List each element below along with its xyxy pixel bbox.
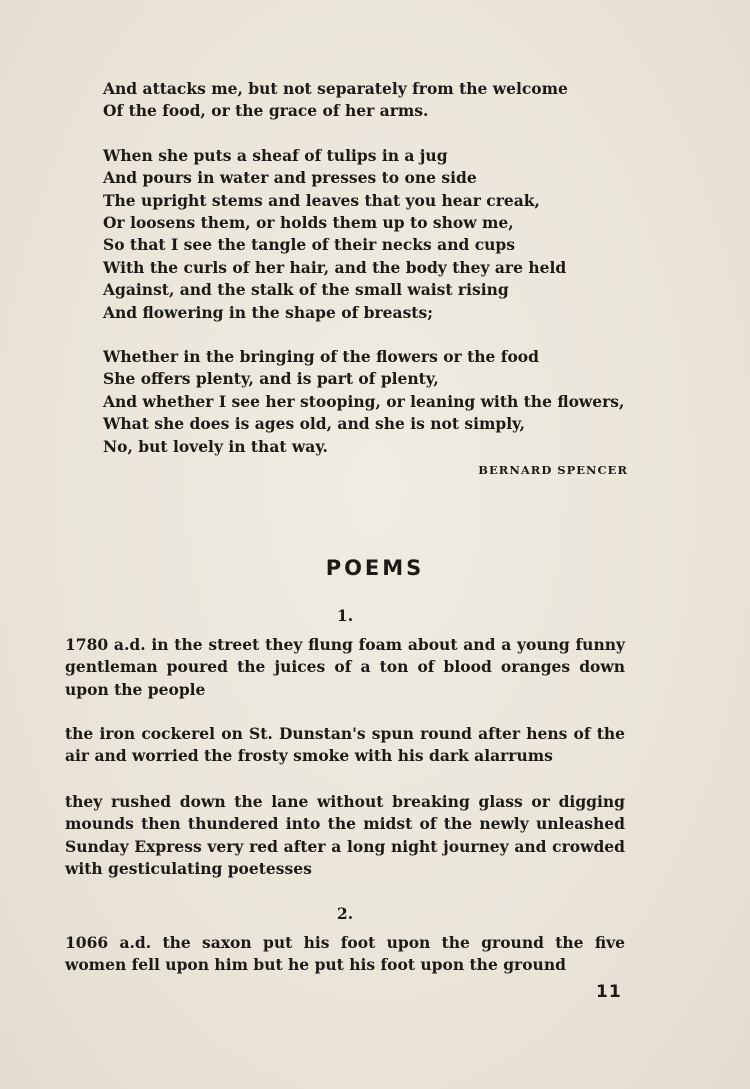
stanza xyxy=(103,145,663,324)
poem-continued xyxy=(103,78,663,480)
poem-line: And flowering in the shape of breasts; xyxy=(103,302,433,322)
prose-poem-paragraph: 1780 a.d. in the street they flung foam about and a young funny gentleman poured the juices of a ton of blood oranges down upon the people xyxy=(65,635,625,699)
poem-line: And whether I see her stooping, or leaning with the flowers, xyxy=(103,391,625,411)
poem-line: Against, and the stalk of the small waist rising xyxy=(103,280,509,300)
poem-line: And pours in water and presses to one side xyxy=(103,168,477,188)
poem-line: What she does is ages old, and she is not simply, xyxy=(103,414,526,434)
stanza xyxy=(103,78,663,123)
prose-poem-paragraph: 1066 a.d. the saxon put his foot upon the ground the five women fell upon him but he put his foot upon the ground xyxy=(65,933,625,975)
poem-line: And attacks me, but not separately from the welcome xyxy=(103,79,568,98)
poem-author: BERNARD SPENCER xyxy=(478,463,628,477)
page-number: 11 xyxy=(596,982,622,1002)
poem-line: No, but lovely in that way. xyxy=(103,436,328,456)
poem-line: She offers plenty, and is part of plenty, xyxy=(103,369,439,389)
poem-line: Of the food, or the grace of her arms. xyxy=(103,101,429,121)
poem-line: With the curls of her hair, and the body they are held xyxy=(103,257,567,277)
stanza xyxy=(103,346,663,458)
poem-number: 1. xyxy=(336,606,354,625)
poem-line: When she puts a sheaf of tulips in a jug xyxy=(103,145,448,165)
poem-line: The upright stems and leaves that you hear creak, xyxy=(103,190,540,210)
poem-line: So that I see the tangle of their necks and cups xyxy=(103,235,515,255)
section-heading: POEMS xyxy=(325,556,425,580)
prose-poem-paragraph: the iron cockerel on St. Dunstan's spun round after hens of the air and worried the frosty smoke with his dark alarrums xyxy=(65,724,625,766)
poem-line: Or loosens them, or holds them up to show me, xyxy=(103,213,514,233)
poem-number: 2. xyxy=(336,904,354,923)
poem-line: Whether in the bringing of the flowers or the food xyxy=(103,347,539,367)
prose-poem-paragraph: they rushed down the lane without breaking glass or digging mounds then thundered into the midst of the newly unleashed Sunday Express very red after a long night journey and crowded with gesticulating poetesses xyxy=(65,792,625,879)
